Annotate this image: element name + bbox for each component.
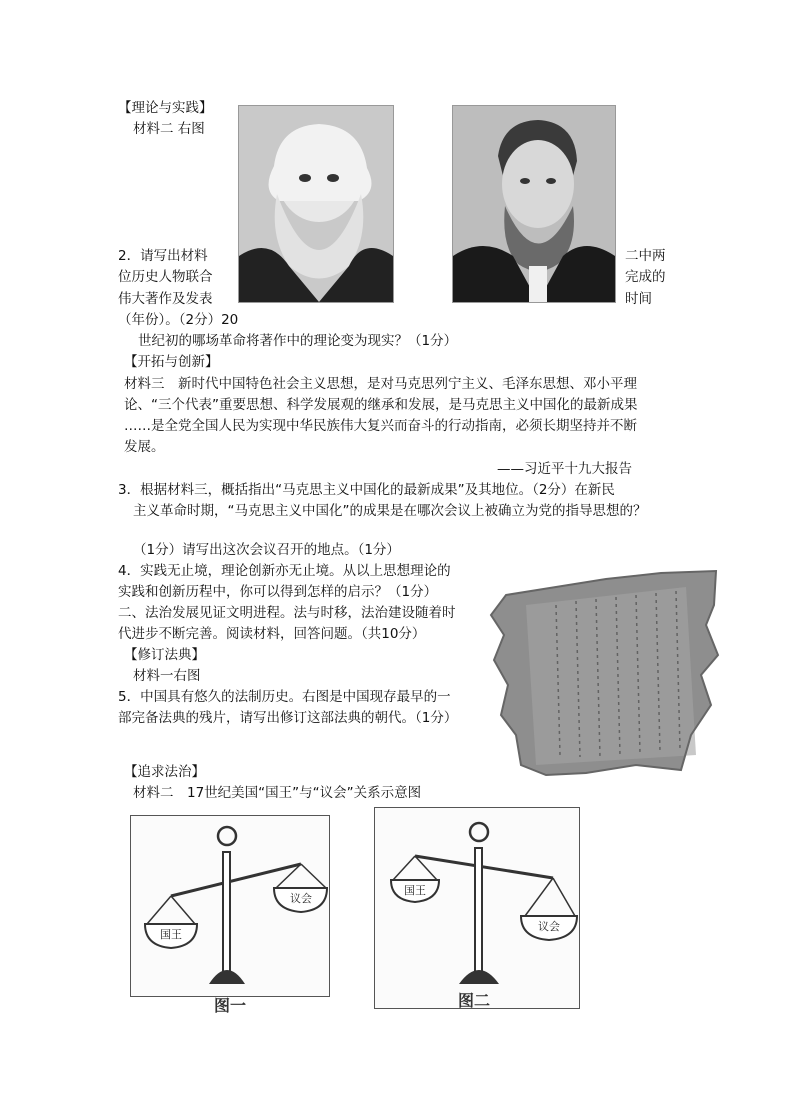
section-heading-innovation: 【开拓与创新】	[124, 354, 219, 370]
q5-line-1: 5．中国具有悠久的法制历史。右图是中国现存最早的一	[118, 689, 451, 705]
q2-right-line-1: 二中两	[625, 248, 666, 264]
scale-diagram-2	[375, 808, 579, 1008]
part2-intro-line-2: 代进步不断完善。阅读材料，回答问题。（共10分）	[118, 626, 426, 642]
q3-line-2: 主义革命时期，“马克思主义中国化”的成果是在哪次会议上被确立为党的指导思想的？	[133, 503, 647, 519]
material3-line-2: 论、“三个代表”重要思想、科学发展观的继承和发展，是马克思主义中国化的最新成果	[124, 397, 638, 413]
q2-continuation: （年份）。（2分）20	[118, 312, 239, 328]
fig1-king-label: 国王	[160, 928, 182, 941]
section-heading-rule-of-law: 【追求法治】	[124, 764, 205, 780]
part2-intro-line-1: 二、法治发展见证文明进程。法与时移，法治建设随着时	[118, 605, 456, 621]
q4-line-2: 实践和创新历程中，你可以得到怎样的启示？（1分）	[118, 584, 438, 600]
material2-scale-title: 材料二 17世纪美国“国王”与“议会”关系示意图	[133, 785, 422, 801]
q3-line-3: （1分）请写出这次会议召开的地点。（1分）	[133, 542, 400, 558]
material3-source: ——习近平十九大报告	[497, 461, 632, 477]
manuscript-fragment	[486, 565, 720, 777]
material3-line-3: ……是全党全国人民为实现中华民族伟大复兴而奋斗的行动指南，必须长期坚持并不断	[124, 418, 637, 434]
portrait-right-image	[453, 106, 615, 302]
material2-label: 材料二 右图	[133, 121, 205, 137]
fig2-king-label: 国王	[404, 884, 426, 897]
portrait-left-image	[239, 106, 393, 302]
portrait-photo-left	[238, 105, 394, 303]
section-heading-code: 【修订法典】	[124, 647, 205, 663]
fig2-caption: 图二	[458, 991, 491, 1010]
scale-diagram-1	[131, 816, 329, 996]
portrait-photo-right	[452, 105, 616, 303]
fig1-parliament-label: 议会	[290, 892, 312, 905]
q2-left-line-1: 2．请写出材料	[118, 248, 208, 264]
material3-line-4: 发展。	[124, 439, 165, 455]
q3-line-1: 3．根据材料三，概括指出“马克思主义中国化的最新成果”及其地位。（2分）在新民	[118, 482, 615, 498]
q2-left-line-3: 伟大著作及发表	[118, 291, 213, 307]
q4-line-1: 4．实践无止境，理论创新亦无止境。从以上思想理论的	[118, 563, 451, 579]
section-heading-theory: 【理论与实践】	[118, 100, 213, 116]
q2-left-line-2: 位历史人物联合	[118, 269, 213, 285]
q2-right-line-3: 时间	[625, 291, 652, 307]
q2-continuation-2: 世纪初的哪场革命将著作中的理论变为现实？（1分）	[138, 333, 458, 349]
q5-line-2: 部完备法典的残片，请写出修订这部法典的朝代。（1分）	[118, 710, 458, 726]
law-code-fragment-image	[486, 565, 720, 777]
material1-label: 材料一右图	[133, 668, 201, 684]
fig1-caption: 图一	[214, 996, 247, 1015]
q2-right-line-2: 完成的	[625, 269, 666, 285]
scale-figure-1	[130, 815, 330, 997]
scale-figure-2	[374, 807, 580, 1009]
material3-line-1: 材料三 新时代中国特色社会主义思想，是对马克思列宁主义、毛泽东思想、邓小平理	[124, 376, 637, 392]
fig2-parliament-label: 议会	[538, 920, 560, 933]
